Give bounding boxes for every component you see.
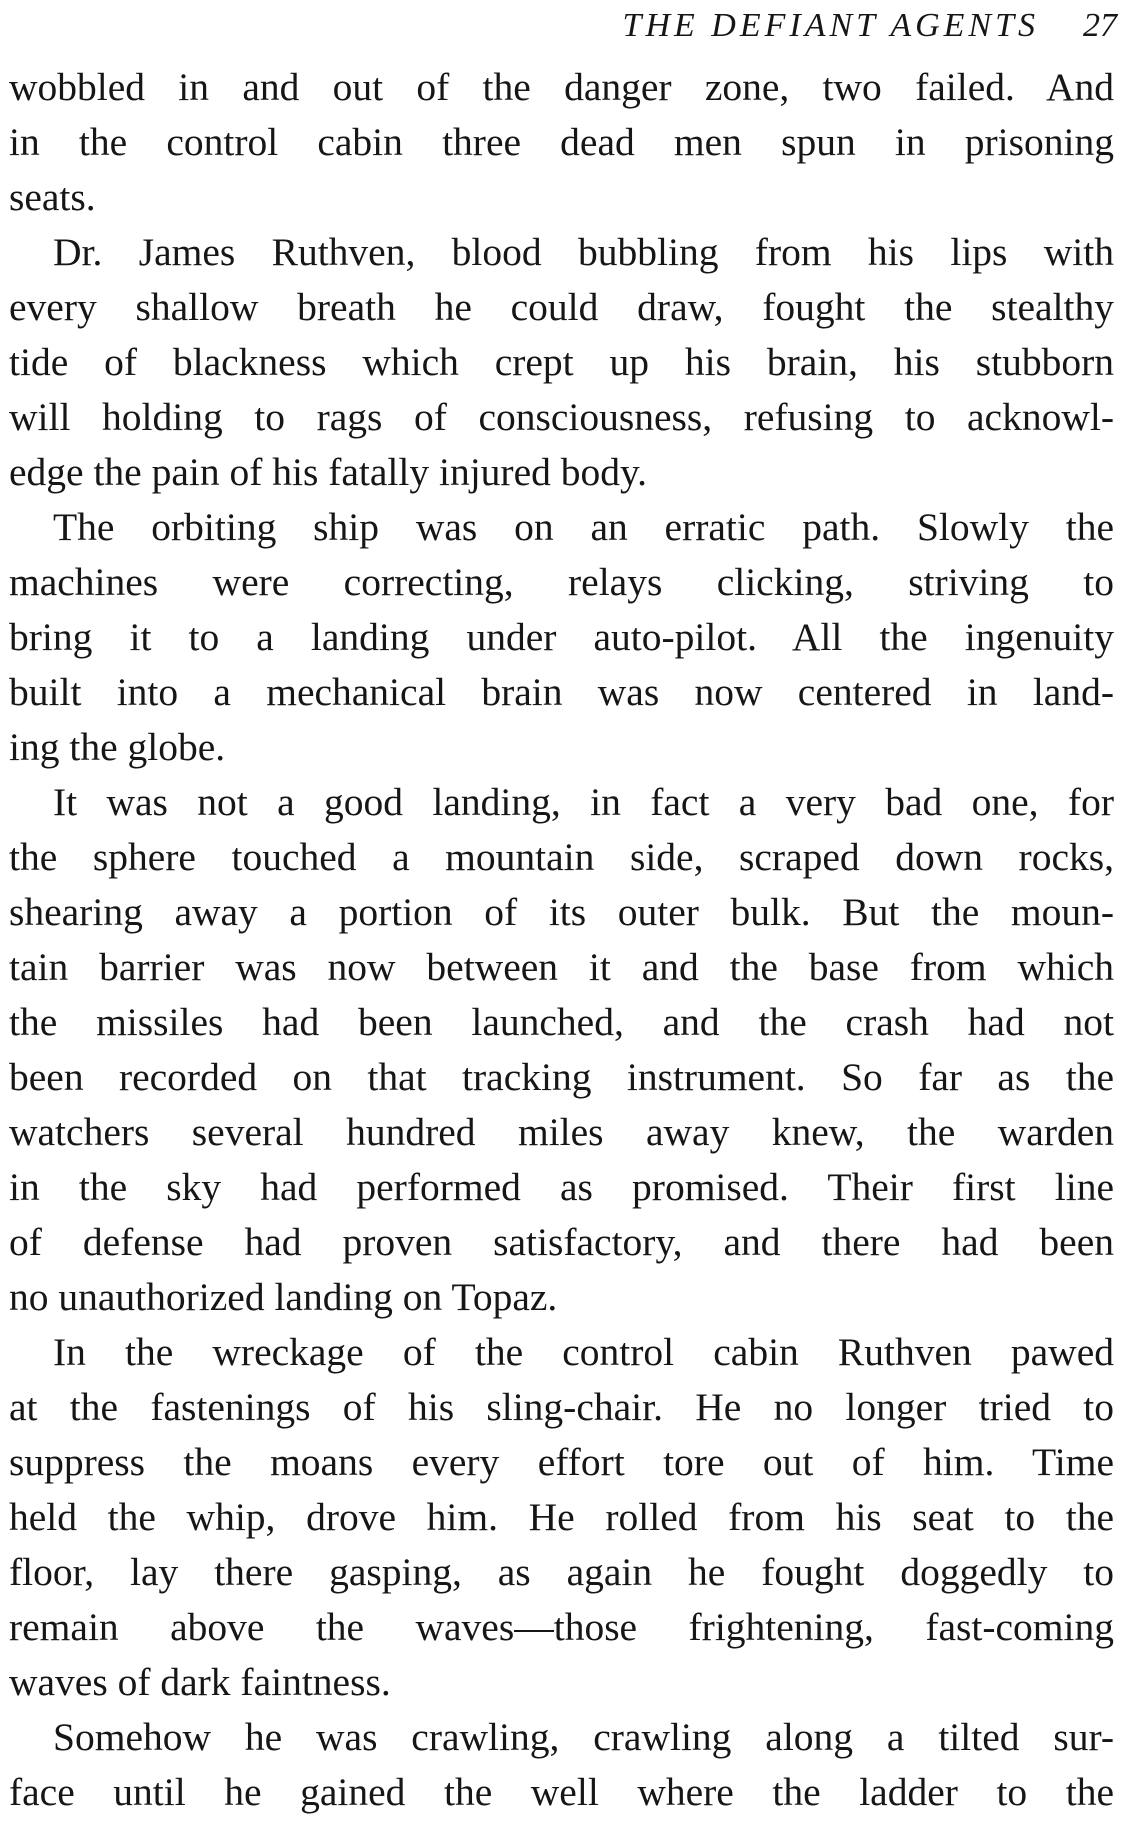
text-line: shearing away a portion of its outer bulk. But the moun- — [9, 890, 1114, 934]
text-line: the sphere touched a mountain side, scraped down rocks, — [9, 835, 1114, 879]
text-line: remain above the waves—those frightening, fast-coming — [9, 1605, 1114, 1649]
text-line: of defense had proven satisfactory, and there had been — [9, 1220, 1114, 1264]
text-line: held the whip, drove him. He rolled from his seat to the — [9, 1495, 1114, 1539]
text-line: the missiles had been launched, and the crash had not — [9, 1000, 1114, 1044]
text-line: face until he gained the well where the ladder to the — [9, 1770, 1114, 1814]
text-line: suppress the moans every effort tore out of him. Time — [9, 1440, 1114, 1484]
text-line: at the fastenings of his sling-chair. He no longer tried to — [9, 1385, 1114, 1429]
text-line: ing the globe. — [9, 725, 226, 769]
text-line: Dr. James Ruthven, blood bubbling from his lips with — [53, 230, 1114, 274]
text-line: no unauthorized landing on Topaz. — [9, 1275, 558, 1319]
text-line: In the wreckage of the control cabin Ruthven pawed — [53, 1330, 1114, 1374]
text-line: been recorded on that tracking instrument. So far as the — [9, 1055, 1114, 1099]
text-line: in the sky had performed as promised. Their first line — [9, 1165, 1114, 1209]
text-line: Somehow he was crawling, crawling along a tilted sur- — [53, 1715, 1114, 1759]
text-line: built into a mechanical brain was now centered in land- — [9, 670, 1114, 714]
text-line: will holding to rags of consciousness, refusing to acknowl- — [9, 395, 1114, 439]
running-head — [623, 2, 1117, 50]
running-title: THE DEFIANT AGENTS — [622, 7, 1039, 44]
text-line: machines were correcting, relays clicking, striving to — [9, 560, 1114, 604]
text-line: in the control cabin three dead men spun in prisoning — [9, 120, 1114, 164]
text-line: tide of blackness which crept up his brain, his stubborn — [9, 340, 1114, 384]
page-number: 27 — [1083, 7, 1117, 44]
text-line: edge the pain of his fatally injured body. — [9, 450, 648, 494]
text-line: It was not a good landing, in fact a very bad one, for — [53, 780, 1114, 824]
text-line: The orbiting ship was on an erratic path. Slowly the — [53, 505, 1114, 549]
text-line: every shallow breath he could draw, fought the stealthy — [9, 285, 1114, 329]
text-line: wobbled in and out of the danger zone, two failed. And — [9, 65, 1114, 109]
text-line: bring it to a landing under auto-pilot. All the ingenuity — [9, 615, 1114, 659]
text-line: watchers several hundred miles away knew, the warden — [9, 1110, 1114, 1154]
text-line: waves of dark faintness. — [9, 1660, 391, 1704]
text-line: floor, lay there gasping, as again he fought doggedly to — [9, 1550, 1114, 1594]
body-text — [9, 60, 1114, 1820]
text-line: tain barrier was now between it and the base from which — [9, 945, 1114, 989]
text-line: seats. — [9, 175, 96, 219]
